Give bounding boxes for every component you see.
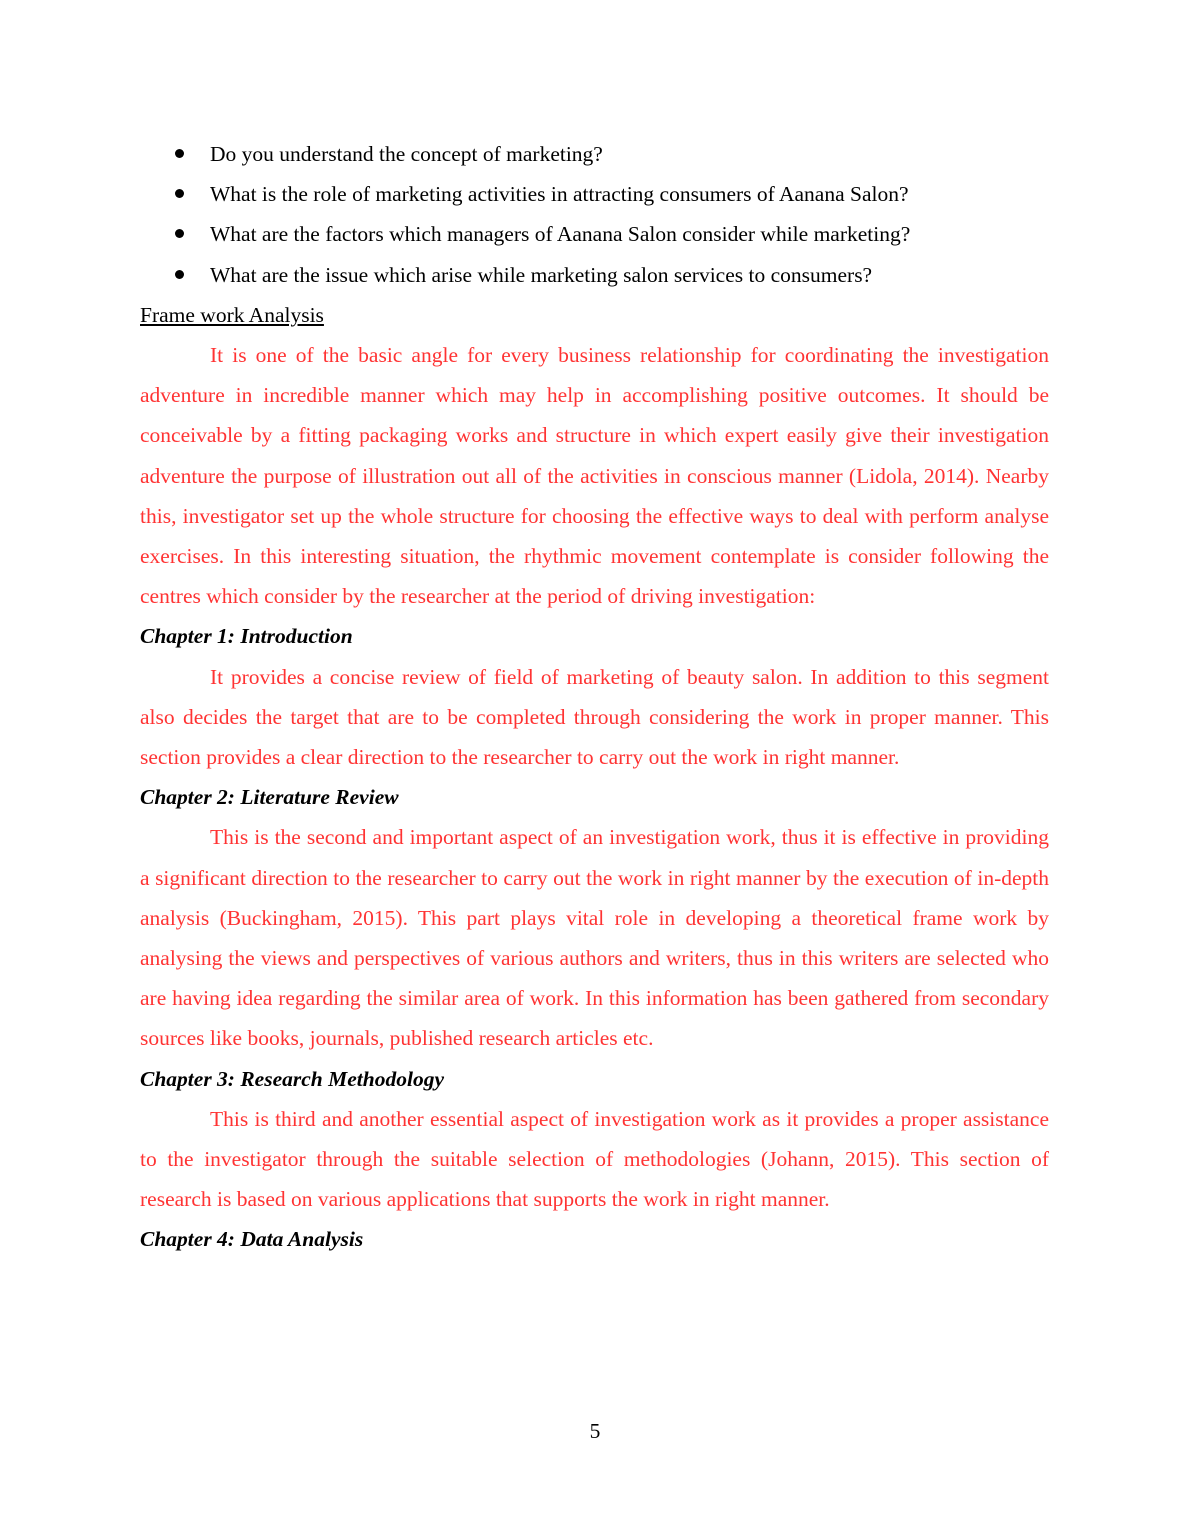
list-item-text: Do you understand the concept of marketing?	[210, 142, 603, 166]
chapter-1-paragraph: It provides a concise review of field of marketing of beauty salon. In addition to this segment also decides the target that are to be completed through considering the work in proper manner. This section provides a clear direction to the researcher to carry out the work in right manner.	[140, 664, 1049, 770]
list-item	[140, 214, 1049, 254]
chapter-3-paragraph: This is third and another essential aspect of investigation work as it provides a proper assistance to the investigator through the suitable selection of methodologies (Johann, 2015). This section of research is based on various applications that supports the work in right manner.	[140, 1106, 1049, 1212]
framework-paragraph: It is one of the basic angle for every business relationship for coordinating the investigation adventure in incredible manner which may help in accomplishing positive outcomes. It should be conceivable by a fitting packaging works and structure in which expert easily give their investigation adventure the purpose of illustration out all of the activities in conscious manner (Lidola, 2014). Nearby this, investigator set up the whole structure for choosing the effective ways to deal with perform analyse exercises. In this interesting situation, the rhythmic movement contemplate is consider following the centres which consider by the researcher at the period of driving investigation:	[140, 343, 1049, 609]
bullet-icon	[175, 149, 184, 158]
list-item	[140, 174, 1049, 214]
chapter-4-heading: Chapter 4: Data Analysis	[140, 1227, 364, 1252]
chapter-1-heading: Chapter 1: Introduction	[140, 624, 353, 649]
framework-heading: Frame work Analysis	[140, 302, 324, 327]
list-item	[140, 255, 1049, 295]
chapter-3-heading: Chapter 3: Research Methodology	[140, 1066, 444, 1091]
page-number: 5	[589, 1419, 601, 1443]
chapter-2-paragraph: This is the second and important aspect of an investigation work, thus it is effective in providing a significant direction to the researcher to carry out the work in right manner by the execution of in-depth analysis (Buckingham, 2015). This part plays vital role in developing a theoretical frame work by analysing the views and perspectives of various authors and writers, thus in this writers are selected who are having idea regarding the similar area of work. In this information has been gathered from secondary sources like books, journals, published research articles etc.	[140, 825, 1049, 1051]
chapter-2-heading: Chapter 2: Literature Review	[140, 785, 399, 810]
bullet-icon	[175, 189, 184, 198]
bullet-icon	[175, 229, 184, 238]
question-list	[140, 134, 1049, 295]
list-item-text: What are the factors which managers of Aanana Salon consider while marketing?	[210, 222, 911, 247]
bullet-icon	[175, 270, 184, 279]
list-item-text: What is the role of marketing activities in attracting consumers of Aanana Salon?	[210, 182, 909, 207]
list-item	[140, 134, 1049, 174]
page-content	[140, 134, 1049, 1260]
list-item-text: What are the issue which arise while marketing salon services to consumers?	[210, 262, 873, 287]
